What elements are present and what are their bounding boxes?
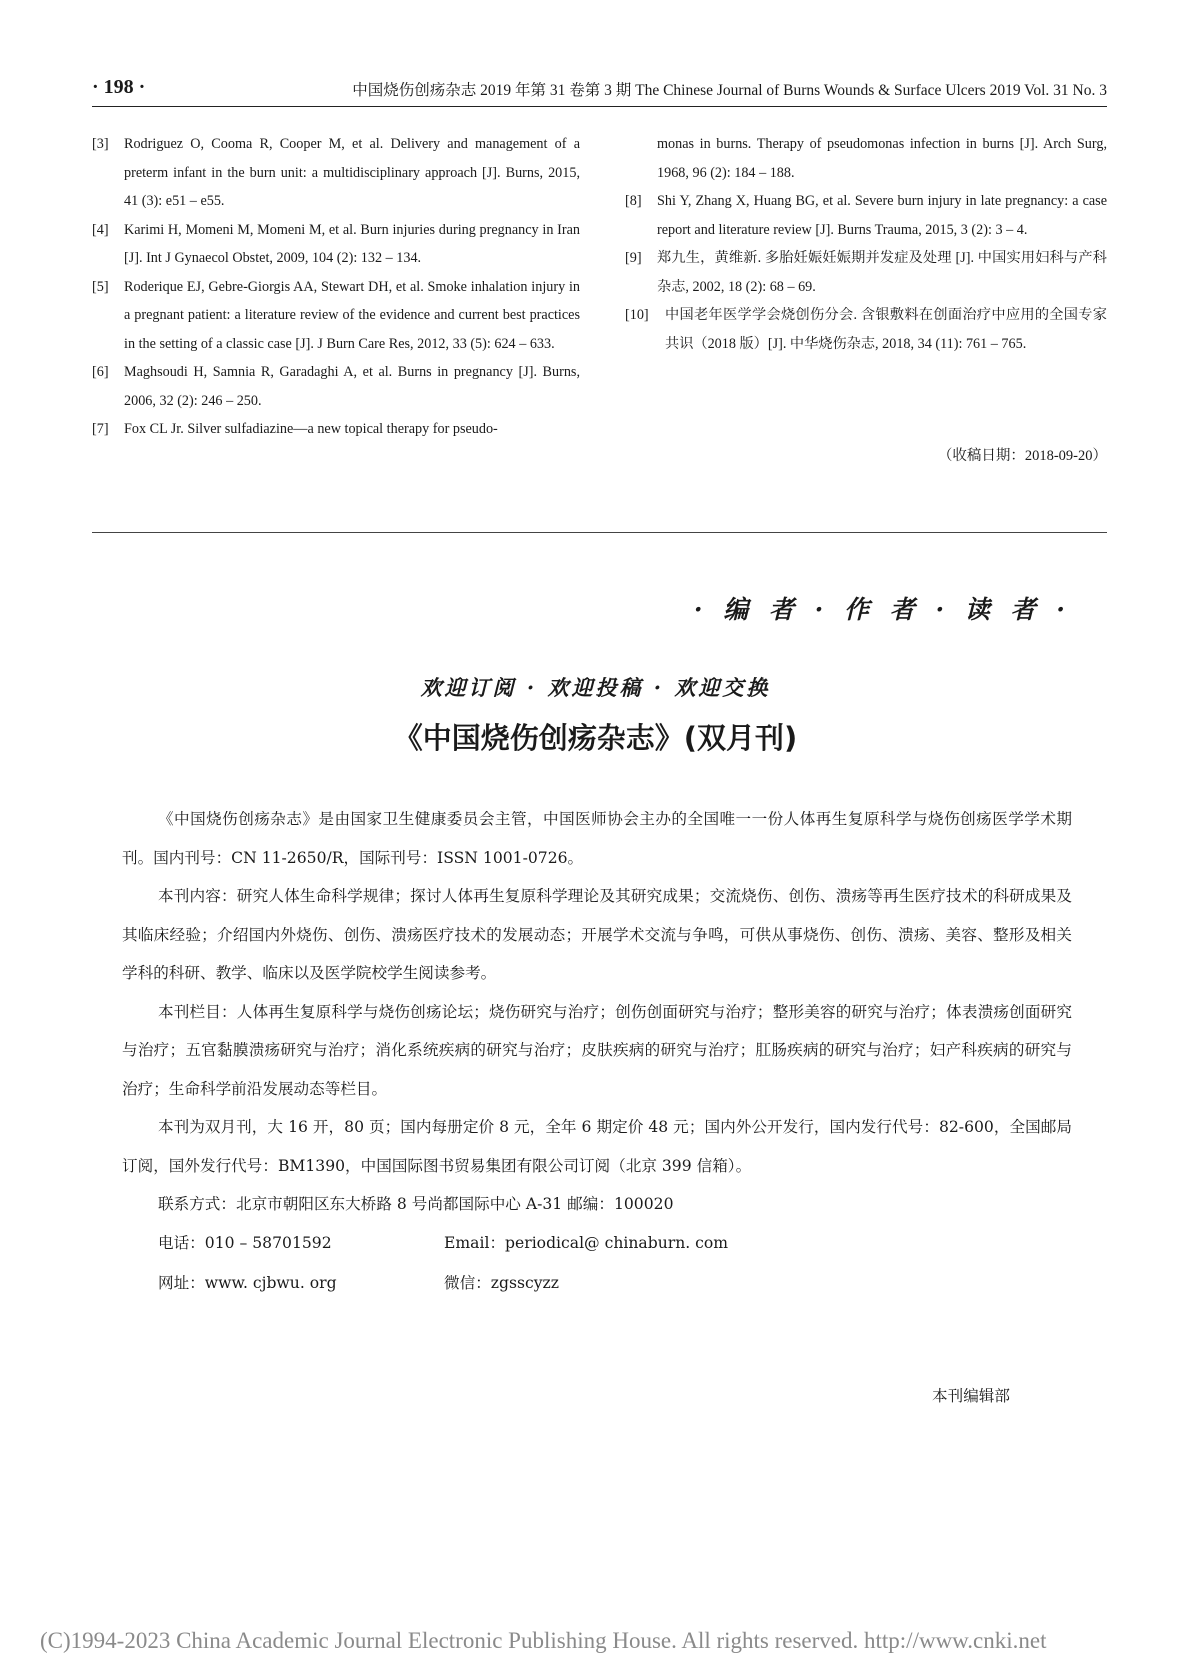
reference-item xyxy=(625,187,1107,244)
contact-address: 联系方式：北京市朝阳区东大桥路 8 号尚都国际中心 A-31 邮编：100020 xyxy=(158,1195,674,1213)
journal-running-title: 中国烧伤创疡杂志 2019 年第 31 卷第 3 期 The Chinese Journal of Burns Wounds & Surface Ulcers 2019 Vol. 31 No. 3 xyxy=(352,82,1107,99)
notice-paragraph: 本刊为双月刊，大 16 开，80 页；国内每册定价 8 元，全年 6 期定价 48 元；国内外公开发行，国内发行代号：82-600，全国邮局订阅，国外发行代号：BM1390，中国国际图书贸易集团有限公司订阅（北京 399 信箱）。 xyxy=(122,1118,1072,1175)
contact-row-web-wechat xyxy=(122,1264,1072,1304)
notice-paragraph: 《中国烧伤创疡杂志》是由国家卫生健康委员会主管，中国医师协会主办的全国唯一一份人体再生复原科学与烧伤创疡医学学术期刊。国内刊号：CN 11-2650/R，国际刊号：ISSN 1001-0726。 xyxy=(122,810,1072,867)
reference-item xyxy=(92,358,580,415)
notice-body xyxy=(122,800,1072,1304)
reference-item xyxy=(92,273,580,359)
section-divider xyxy=(92,532,1107,533)
copyright-footer: (C)1994-2023 China Academic Journal Electronic Publishing House. All rights reserved. http://www.cnki.net xyxy=(40,1628,1047,1653)
contact-wechat: 微信：zgsscyzz xyxy=(444,1273,559,1292)
reference-continuation xyxy=(625,130,1107,187)
reference-item xyxy=(92,216,580,273)
editorial-signature: 本刊编辑部 xyxy=(932,1387,1010,1405)
contact-phone: 电话：010 – 58701592 xyxy=(158,1233,332,1252)
reference-item xyxy=(92,415,580,444)
running-header xyxy=(92,72,1107,107)
reference-text: Maghsoudi H, Samnia R, Garadaghi A, et al. Burns in pregnancy [J]. Burns, 2006, 32 (2): 246 – 250. xyxy=(124,364,580,409)
reference-number: [4] xyxy=(92,221,109,238)
reference-number: [8] xyxy=(625,193,642,209)
reference-text: 中国老年医学学会烧创伤分会. 含银敷料在创面治疗中应用的全国专家共识（2018 版）[J]. 中华烧伤杂志, 2018, 34 (11): 761 – 765. xyxy=(665,307,1107,352)
reference-text: Karimi H, Momeni M, Momeni M, et al. Burn injuries during pregnancy in Iran [J]. Int J Gynaecol Obstet, 2009, 104 (2): 132 – 134. xyxy=(124,221,580,266)
reference-number: [7] xyxy=(92,421,109,437)
reference-text: 郑九生，黄维新. 多胎妊娠妊娠期并发症及处理 [J]. 中国实用妇科与产科杂志, 2002, 18 (2): 68 – 69. xyxy=(657,250,1107,295)
reference-text: Shi Y, Zhang X, Huang BG, et al. Severe burn injury in late pregnancy: a case report and literature review [J]. Burns Trauma, 2015, 3 (2): 3 – 4. xyxy=(657,193,1107,238)
magazine-title: 《中国烧伤创疡杂志》(双月刊) xyxy=(393,721,798,755)
welcome-line: 欢迎订阅 · 欢迎投稿 · 欢迎交换 xyxy=(420,675,771,700)
reference-text: Rodriguez O, Cooma R, Cooper M, et al. Delivery and management of a preterm infant in the burn unit: a multidisciplinary approach [J]. Burns, 2015, 41 (3): e51 – e55. xyxy=(124,136,580,209)
reference-text: Fox CL Jr. Silver sulfadiazine—a new topical therapy for pseudo- xyxy=(124,421,498,437)
column-heading: · 编 者 · 作 者 · 读 者 · xyxy=(693,595,1071,624)
contact-row-phone-email xyxy=(122,1224,1072,1264)
notice-paragraph: 本刊内容：研究人体生命科学规律；探讨人体再生复原科学理论及其研究成果；交流烧伤、创伤、溃疡等再生医疗技术的科研成果及其临床经验；介绍国内外烧伤、创伤、溃疡医疗技术的发展动态；开展学术交流与争鸣，可供从事烧伤、创伤、溃疡、美容、整形及相关学科的科研、教学、临床以及医学院校学生阅读参考。 xyxy=(122,887,1072,982)
reference-text: monas in burns. Therapy of pseudomonas infection in burns [J]. Arch Surg, 1968, 96 (2): 184 – 188. xyxy=(657,136,1107,181)
reference-item xyxy=(625,301,1107,358)
received-date: （收稿日期：2018-09-20） xyxy=(937,448,1107,464)
reference-item xyxy=(92,130,580,216)
references-right-column xyxy=(625,130,1107,358)
references-left-column xyxy=(92,130,580,444)
reference-text: Roderique EJ, Gebre-Giorgis AA, Stewart DH, et al. Smoke inhalation injury in a pregnant patient: a literature review of the evidence and current best practices in the setting of a classic case [J]. J Burn Care Res, 2012, 33 (5): 624 – 633. xyxy=(124,278,580,352)
reference-number: [3] xyxy=(92,136,109,152)
reference-number: [10] xyxy=(625,307,649,323)
notice-paragraph: 本刊栏目：人体再生复原科学与烧伤创疡论坛；烧伤研究与治疗；创伤创面研究与治疗；整形美容的研究与治疗；体表溃疡创面研究与治疗；五官黏膜溃疡研究与治疗；消化系统疾病的研究与治疗；皮肤疾病的研究与治疗；肛肠疾病的研究与治疗；妇产科疾病的研究与治疗；生命科学前沿发展动态等栏目。 xyxy=(122,1002,1072,1098)
reference-number: [5] xyxy=(92,278,109,295)
contact-email: Email：periodical@ chinaburn. com xyxy=(444,1233,729,1252)
reference-number: [9] xyxy=(625,250,642,266)
contact-website: 网址：www. cjbwu. org xyxy=(158,1273,337,1292)
reference-number: [6] xyxy=(92,364,109,380)
reference-item xyxy=(625,244,1107,301)
page-number: · 198 · xyxy=(92,76,146,98)
